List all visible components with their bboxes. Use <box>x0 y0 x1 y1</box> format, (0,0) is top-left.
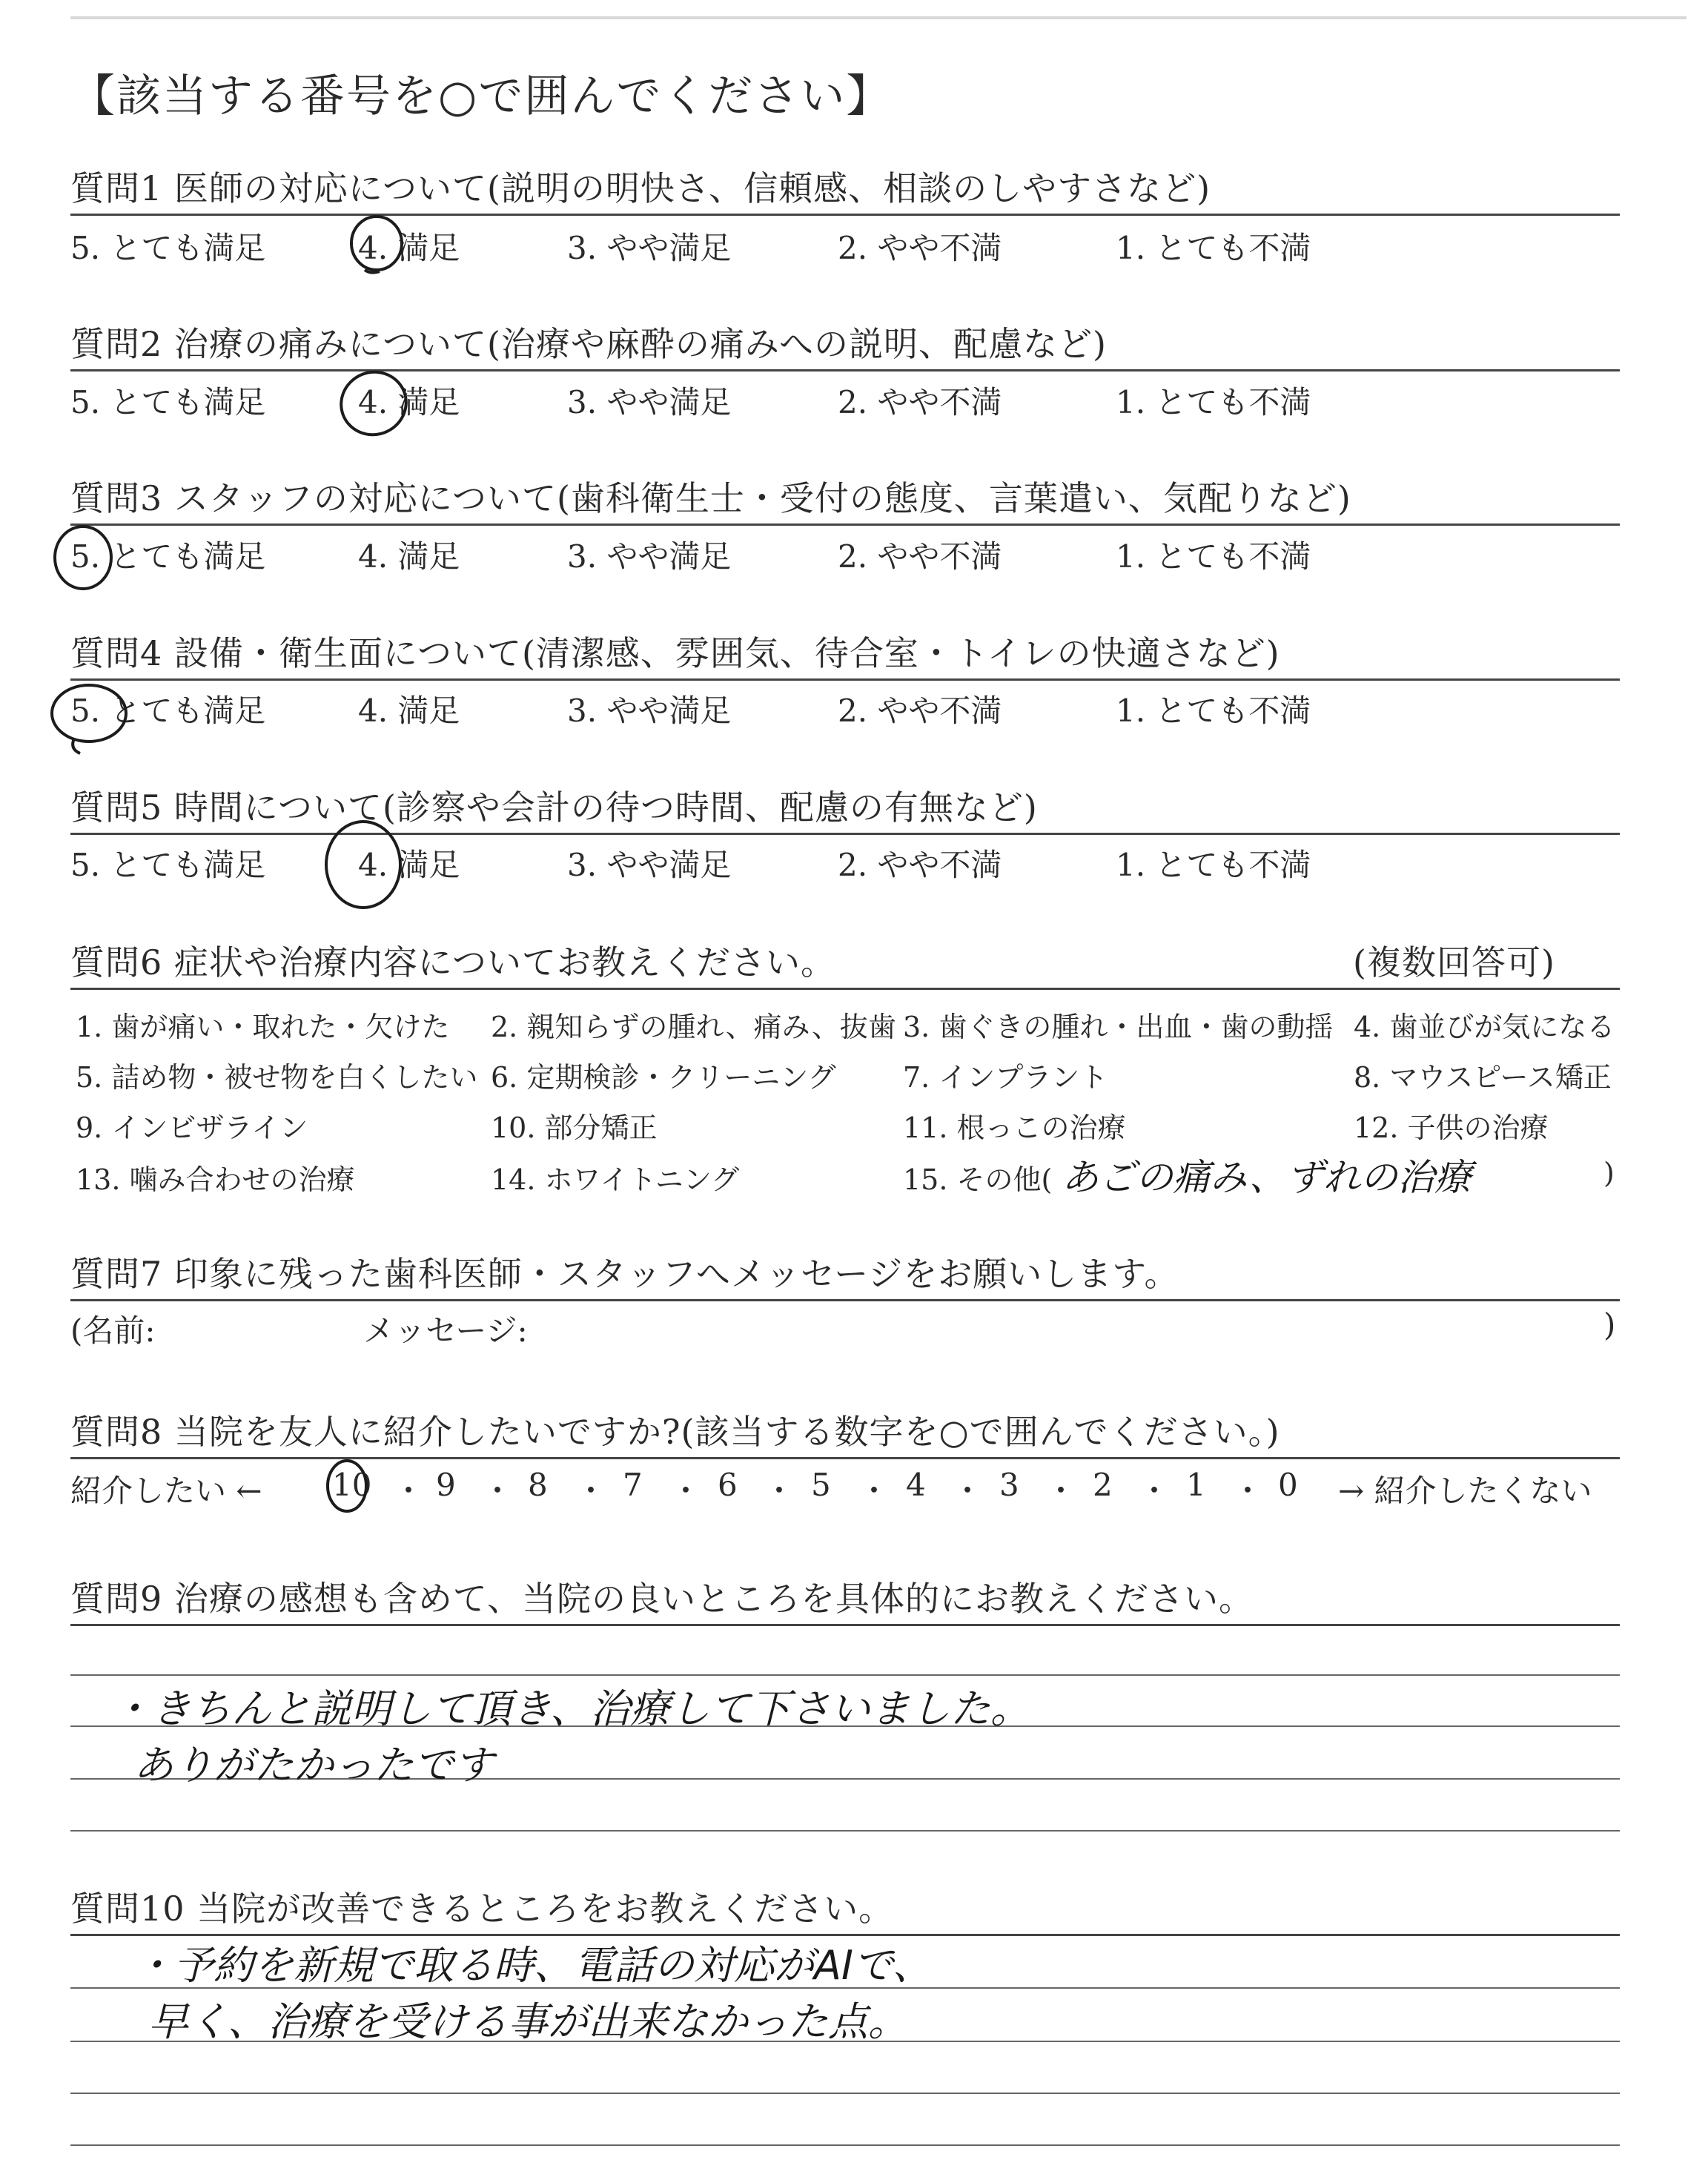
question-7-label: 質問7 印象に残った歯科医師・スタッフへメッセージをお願いします。 <box>70 1254 1179 1294</box>
q8-dot: ・ <box>670 1473 702 1509</box>
q8-dot: ・ <box>1232 1473 1264 1509</box>
q6-item-7[interactable]: 7. インプラント <box>903 1061 1108 1094</box>
q3-option-4[interactable]: 4. 満足 <box>358 538 460 575</box>
q1-option-5[interactable]: 5. とても満足 <box>70 230 266 266</box>
q6-item-11[interactable]: 11. 根っこの治療 <box>903 1112 1126 1144</box>
q4-option-3[interactable]: 3. やや満足 <box>567 693 732 729</box>
q1-option-1[interactable]: 1. とても不満 <box>1116 230 1311 266</box>
q8-score-3[interactable]: 3 <box>999 1467 1019 1503</box>
q8-score-4[interactable]: 4 <box>906 1467 926 1503</box>
q8-right-label: → 紹介したくない <box>1338 1473 1592 1509</box>
q2-option-2[interactable]: 2. やや不満 <box>838 384 1002 420</box>
q3-option-3[interactable]: 3. やや満足 <box>567 538 732 575</box>
question-5-rule <box>70 833 1620 835</box>
q8-dot: ・ <box>393 1473 425 1509</box>
question-1-rule <box>70 214 1620 216</box>
q4-option-1[interactable]: 1. とても不満 <box>1116 693 1311 729</box>
q4-selection-tail <box>73 739 80 753</box>
q6-item-5[interactable]: 5. 詰め物・被せ物を白くしたい <box>76 1061 478 1094</box>
q2-option-5[interactable]: 5. とても満足 <box>70 384 266 420</box>
q8-dot: ・ <box>952 1473 984 1509</box>
question-4-label: 質問4 設備・衛生面について(清潔感、雰囲気、待合室・トイレの快適さなど) <box>70 633 1280 673</box>
q6-item-9[interactable]: 9. インビザライン <box>76 1112 308 1144</box>
question-8-rule <box>70 1457 1620 1459</box>
q10-answer-line-2[interactable]: 早く、治療を受ける事が出来なかった点。 <box>148 1998 908 2045</box>
question-8-label: 質問8 当院を友人に紹介したいですか?(該当する数字を○で囲んでください。) <box>70 1412 1280 1452</box>
q6-item-12[interactable]: 12. 子供の治療 <box>1354 1112 1549 1144</box>
q8-dot: ・ <box>482 1473 514 1509</box>
q1-option-2[interactable]: 2. やや不満 <box>838 230 1002 266</box>
q7-close: ) <box>1603 1307 1616 1343</box>
q6-item-4[interactable]: 4. 歯並びが気になる <box>1354 1011 1615 1043</box>
q1-option-4[interactable]: 4. 満足 <box>358 230 460 266</box>
question-4-rule <box>70 678 1620 681</box>
question-3-rule <box>70 524 1620 526</box>
q5-option-2[interactable]: 2. やや不満 <box>838 847 1002 883</box>
q9-answer-line <box>70 1674 1620 1676</box>
q8-dot: ・ <box>858 1473 890 1509</box>
q5-option-3[interactable]: 3. やや満足 <box>567 847 732 883</box>
q8-score-2[interactable]: 2 <box>1093 1467 1113 1503</box>
q6-other-close: ) <box>1603 1157 1615 1189</box>
q5-option-4[interactable]: 4. 満足 <box>358 847 460 883</box>
q8-dot: ・ <box>1139 1473 1171 1509</box>
q8-score-5[interactable]: 5 <box>811 1467 831 1503</box>
q6-item-13[interactable]: 13. 噛み合わせの治療 <box>76 1163 355 1196</box>
q4-option-5[interactable]: 5. とても満足 <box>70 693 266 729</box>
question-3-label: 質問3 スタッフの対応について(歯科衛生士・受付の態度、言葉遣い、気配りなど) <box>70 478 1351 518</box>
question-10-label: 質問10 当院が改善できるところをお教えください。 <box>70 1889 894 1929</box>
question-7-rule <box>70 1299 1620 1301</box>
q6-item-14[interactable]: 14. ホワイトニング <box>491 1163 740 1196</box>
q8-score-0[interactable]: 0 <box>1278 1467 1298 1503</box>
question-6-rule <box>70 988 1620 990</box>
q3-option-2[interactable]: 2. やや不満 <box>838 538 1002 575</box>
q6-item-15[interactable]: 15. その他( <box>903 1163 1053 1196</box>
top-border <box>70 16 1687 19</box>
q1-selection-tail <box>365 270 380 273</box>
q5-option-5[interactable]: 5. とても満足 <box>70 847 266 883</box>
question-2-rule <box>70 369 1620 371</box>
q6-item-8[interactable]: 8. マウスピース矯正 <box>1354 1061 1612 1094</box>
q8-left-label: 紹介したい ← <box>70 1473 262 1509</box>
q4-option-2[interactable]: 2. やや不満 <box>838 693 1002 729</box>
question-9-rule <box>70 1624 1620 1626</box>
q9-answer-line <box>70 1830 1620 1832</box>
question-6-note: (複数回答可) <box>1353 942 1555 982</box>
q1-option-3[interactable]: 3. やや満足 <box>567 230 732 266</box>
q10-answer-line <box>70 2093 1620 2094</box>
q2-option-3[interactable]: 3. やや満足 <box>567 384 732 420</box>
q5-option-1[interactable]: 1. とても不満 <box>1116 847 1311 883</box>
q6-item-1[interactable]: 1. 歯が痛い・取れた・欠けた <box>76 1011 450 1043</box>
q6-item-3[interactable]: 3. 歯ぐきの腫れ・出血・歯の動揺 <box>903 1011 1334 1043</box>
q8-score-9[interactable]: 9 <box>436 1467 456 1503</box>
q3-option-5[interactable]: 5. とても満足 <box>70 538 266 575</box>
question-1-label: 質問1 医師の対応について(説明の明快さ、信頼感、相談のしやすさなど) <box>70 168 1211 208</box>
q6-item-2[interactable]: 2. 親知らずの腫れ、痛み、抜歯 <box>491 1011 896 1043</box>
q8-score-7[interactable]: 7 <box>623 1467 643 1503</box>
q7-name-label: (名前: <box>70 1312 156 1349</box>
q2-option-1[interactable]: 1. とても不満 <box>1116 384 1311 420</box>
q6-item-10[interactable]: 10. 部分矯正 <box>491 1112 658 1144</box>
question-6-label: 質問6 症状や治療内容についてお教えください。 <box>70 942 835 982</box>
question-5-label: 質問5 時間について(診察や会計の待つ時間、配慮の有無など) <box>70 787 1038 828</box>
q6-item-6[interactable]: 6. 定期検診・クリーニング <box>491 1061 836 1094</box>
q8-score-6[interactable]: 6 <box>718 1467 738 1503</box>
q2-option-4[interactable]: 4. 満足 <box>358 384 460 420</box>
question-2-label: 質問2 治療の痛みについて(治療や麻酔の痛みへの説明、配慮など) <box>70 324 1107 364</box>
q6-other-answer[interactable]: あごの痛み、ずれの治療 <box>1062 1156 1472 1199</box>
q8-score-8[interactable]: 8 <box>528 1467 548 1503</box>
question-9-label: 質問9 治療の感想も含めて、当院の良いところを具体的にお教えください。 <box>70 1579 1254 1619</box>
q9-answer-line-2[interactable]: ありがたかったです <box>133 1742 494 1789</box>
form-title: 【該当する番号を○で囲んでください】 <box>70 70 893 122</box>
q8-dot: ・ <box>764 1473 795 1509</box>
q7-message-label: メッセージ: <box>363 1312 528 1349</box>
q8-score-1[interactable]: 1 <box>1186 1467 1206 1503</box>
q9-answer-line-1[interactable]: ・きちんと説明して頂き、治療して下さいました。 <box>111 1685 1030 1732</box>
q3-option-1[interactable]: 1. とても不満 <box>1116 538 1311 575</box>
q10-answer-line-1[interactable]: ・予約を新規で取る時、電話の対応がAIで、 <box>133 1942 933 1989</box>
q8-score-10[interactable]: 10 <box>332 1467 372 1503</box>
q8-dot: ・ <box>575 1473 607 1509</box>
q4-option-4[interactable]: 4. 満足 <box>358 693 460 729</box>
q8-dot: ・ <box>1045 1473 1077 1509</box>
q10-answer-line <box>70 2144 1620 2146</box>
